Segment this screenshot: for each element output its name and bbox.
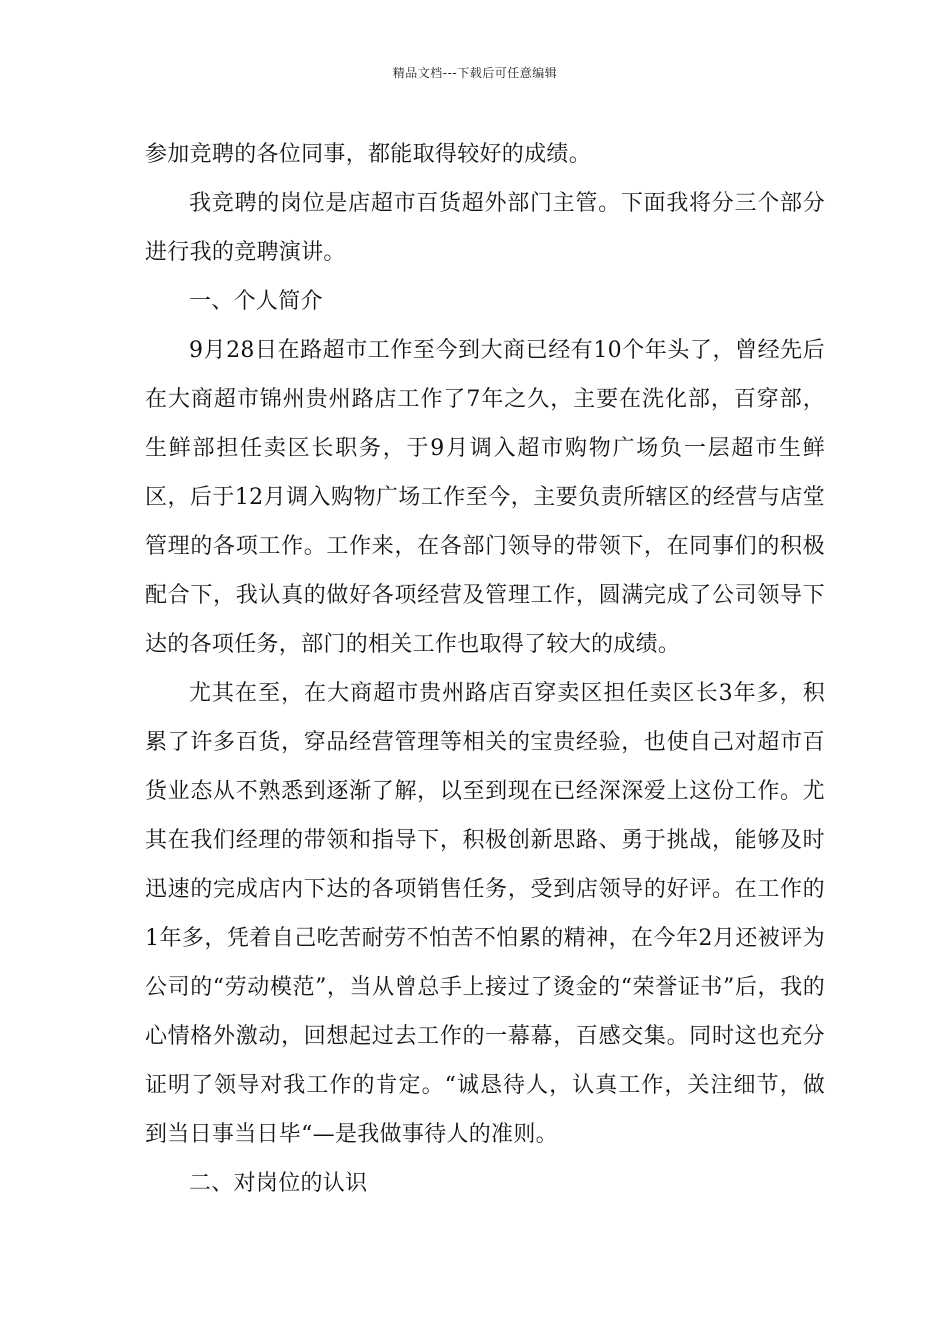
paragraph-2: 我竞聘的岗位是店超市百货超外部门主管。下面我将分三个部分进行我的竞聘演讲。: [145, 191, 825, 265]
document-body: [145, 130, 825, 1208]
page-header: 精品文档---下载后可任意编辑: [392, 66, 558, 80]
paragraph-5: 尤其在至，在大商超市贵州路店百穿卖区担任卖区长3年多，积累了许多百货，穿品经营管理等相关的宝贵经验，也使自己对超市百货业态从不熟悉到逐渐了解，以至到现在已经深深爱上这份工作。尤其在我们经理的带领和指导下，积极创新思路、勇于挑战，能够及时迅速的完成店内下达的各项销售任务，受到店领导的好评。在工作的1年多，凭着自己吃苦耐劳不怕苦不怕累的精神，在今年2月还被评为公司的“劳动模范”，当从曾总手上接过了烫金的“荣誉证书”后，我的心情格外激动，回想起过去工作的一幕幕，百感交集。同时这也充分证明了领导对我工作的肯定。“诚恳待人，认真工作，关注细节，做到当日事当日毕“—是我做事待人的准则。: [145, 681, 825, 1147]
section-heading-personal-intro: 一、个人简介: [189, 289, 323, 314]
paragraph-4: 9月28日在路超市工作至今到大商已经有10个年头了，曾经先后在大商超市锦州贵州路店工作了7年之久，主要在洗化部，百穿部，生鲜部担任卖区长职务，于9月调入超市购物广场负一层超市生鲜区，后于12月调入购物广场工作至今，主要负责所辖区的经营与店堂管理的各项工作。工作来，在各部门领导的带领下，在同事们的积极配合下，我认真的做好各项经营及管理工作，圆满完成了公司领导下达的各项任务，部门的相关工作也取得了较大的成绩。: [145, 338, 825, 657]
paragraph-1: 参加竞聘的各位同事，都能取得较好的成绩。: [145, 142, 592, 167]
section-heading-position-understanding: 二、对岗位的认识: [189, 1171, 368, 1196]
